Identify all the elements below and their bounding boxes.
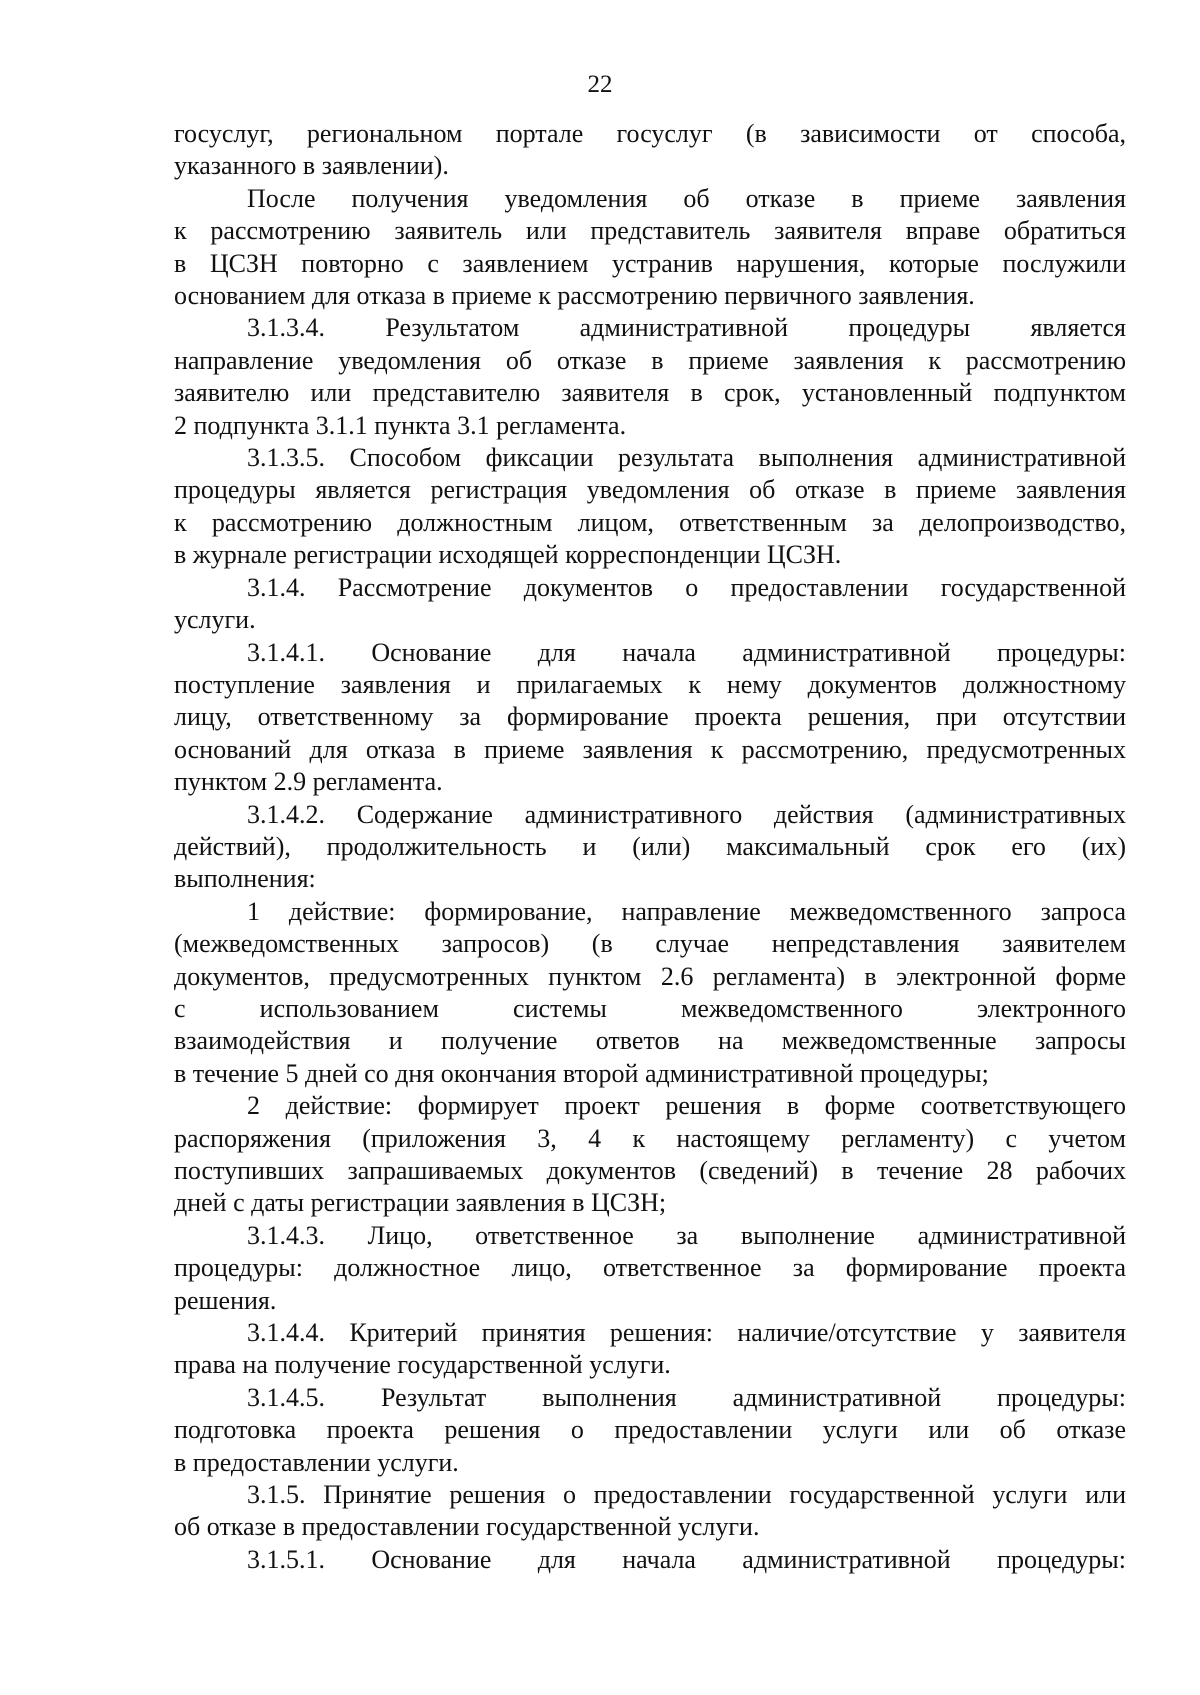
text-line: направление уведомления об отказе в приеме заявления к рассмотрению <box>174 345 1126 375</box>
text-line: в журнале регистрации исходящей корреспонденции ЦСЗН. <box>174 540 842 570</box>
paragraph <box>174 1479 1126 1544</box>
document-body <box>174 118 1126 1576</box>
text-line: 2 подпункта 3.1.1 пункта 3.1 регламента. <box>174 410 627 440</box>
paragraph <box>174 312 1126 442</box>
paragraph <box>174 799 1126 896</box>
text-line: поступление заявления и прилагаемых к нему документов должностному <box>174 669 1126 699</box>
text-line: услуги. <box>174 605 256 635</box>
text-line: распоряжения (приложения 3, 4 к настоящему регламенту) с учетом <box>174 1123 1126 1153</box>
text-line: После получения уведомления об отказе в приеме заявления <box>247 183 1126 213</box>
text-line: с использованием системы межведомственного электронного <box>174 993 1126 1023</box>
text-line: 3.1.4.1. Основание для начала административной процедуры: <box>247 637 1126 667</box>
text-line: выполнения: <box>174 864 316 894</box>
text-line: документов, предусмотренных пунктом 2.6 регламента) в электронной форме <box>174 961 1126 991</box>
text-line: подготовка проекта решения о предоставлении услуги или об отказе <box>174 1415 1126 1445</box>
text-line: процедуры является регистрация уведомления об отказе в приеме заявления <box>174 475 1126 505</box>
text-line: оснований для отказа в приеме заявления к рассмотрению, предусмотренных <box>174 734 1126 764</box>
text-line: взаимодействия и получение ответов на межведомственные запросы <box>174 1026 1126 1056</box>
text-line: госуслуг, региональном портале госуслуг (в зависимости от способа, <box>174 119 1126 148</box>
paragraph <box>174 896 1126 1090</box>
text-line: 3.1.4. Рассмотрение документов о предоставлении государственной <box>247 572 1126 602</box>
text-line: в ЦСЗН повторно с заявлением устранив нарушения, которые послужили <box>174 248 1126 278</box>
paragraph <box>174 183 1126 313</box>
text-line: 3.1.5.1. Основание для начала административной процедуры: <box>247 1544 1126 1574</box>
text-line: об отказе в предоставлении государственной услуги. <box>174 1512 760 1542</box>
paragraph <box>174 637 1126 799</box>
text-line: 3.1.4.3. Лицо, ответственное за выполнение административной <box>247 1220 1126 1250</box>
text-line: основанием для отказа в приеме к рассмотрению первичного заявления. <box>174 281 975 311</box>
text-line: указанного в заявлении). <box>174 151 449 181</box>
text-line: 3.1.4.2. Содержание административного действия (административных <box>247 799 1126 829</box>
text-line: лицу, ответственному за формирование проекта решения, при отсутствии <box>174 702 1126 732</box>
text-line: решения. <box>174 1285 277 1315</box>
paragraph <box>174 1317 1126 1382</box>
text-line: заявителю или представителю заявителя в срок, установленный подпунктом <box>174 378 1126 408</box>
text-line: 3.1.4.4. Критерий принятия решения: наличие/отсутствие у заявителя <box>247 1318 1126 1348</box>
text-line: 3.1.3.4. Результатом административной процедуры является <box>247 313 1126 343</box>
page-number: 22 <box>587 71 613 98</box>
paragraph <box>174 1544 1126 1576</box>
paragraph <box>174 442 1126 572</box>
paragraph <box>174 1220 1126 1317</box>
text-line: 3.1.5. Принятие решения о предоставлении государственной услуги или <box>247 1480 1126 1510</box>
text-line: права на получение государственной услуги. <box>174 1350 671 1380</box>
text-line: действий), продолжительность и (или) максимальный срок его (их) <box>174 831 1126 861</box>
text-line: к рассмотрению должностным лицом, ответственным за делопроизводство, <box>174 507 1126 537</box>
text-line: 3.1.3.5. Способом фиксации результата выполнения административной <box>247 443 1126 473</box>
text-line: 3.1.4.5. Результат выполнения административной процедуры: <box>247 1382 1126 1412</box>
text-line: поступивших запрашиваемых документов (сведений) в течение 28 рабочих <box>174 1156 1126 1185</box>
text-line: процедуры: должностное лицо, ответственное за формирование проекта <box>174 1253 1126 1283</box>
text-line: (межведомственных запросов) (в случае непредставления заявителем <box>174 929 1126 959</box>
text-line: в предоставлении услуги. <box>174 1447 459 1477</box>
text-line: в течение 5 дней со дня окончания второй административной процедуры; <box>174 1058 989 1088</box>
text-line: к рассмотрению заявитель или представитель заявителя вправе обратиться <box>174 216 1126 246</box>
text-line: пунктом 2.9 регламента. <box>174 767 443 797</box>
paragraph <box>174 572 1126 637</box>
paragraph <box>174 1382 1126 1479</box>
text-line: 1 действие: формирование, направление межведомственного запроса <box>247 896 1126 926</box>
text-line: дней с даты регистрации заявления в ЦСЗН; <box>174 1188 667 1218</box>
paragraph <box>174 1090 1126 1220</box>
text-line: 2 действие: формирует проект решения в форме соответствующего <box>247 1091 1126 1121</box>
paragraph <box>174 118 1126 183</box>
